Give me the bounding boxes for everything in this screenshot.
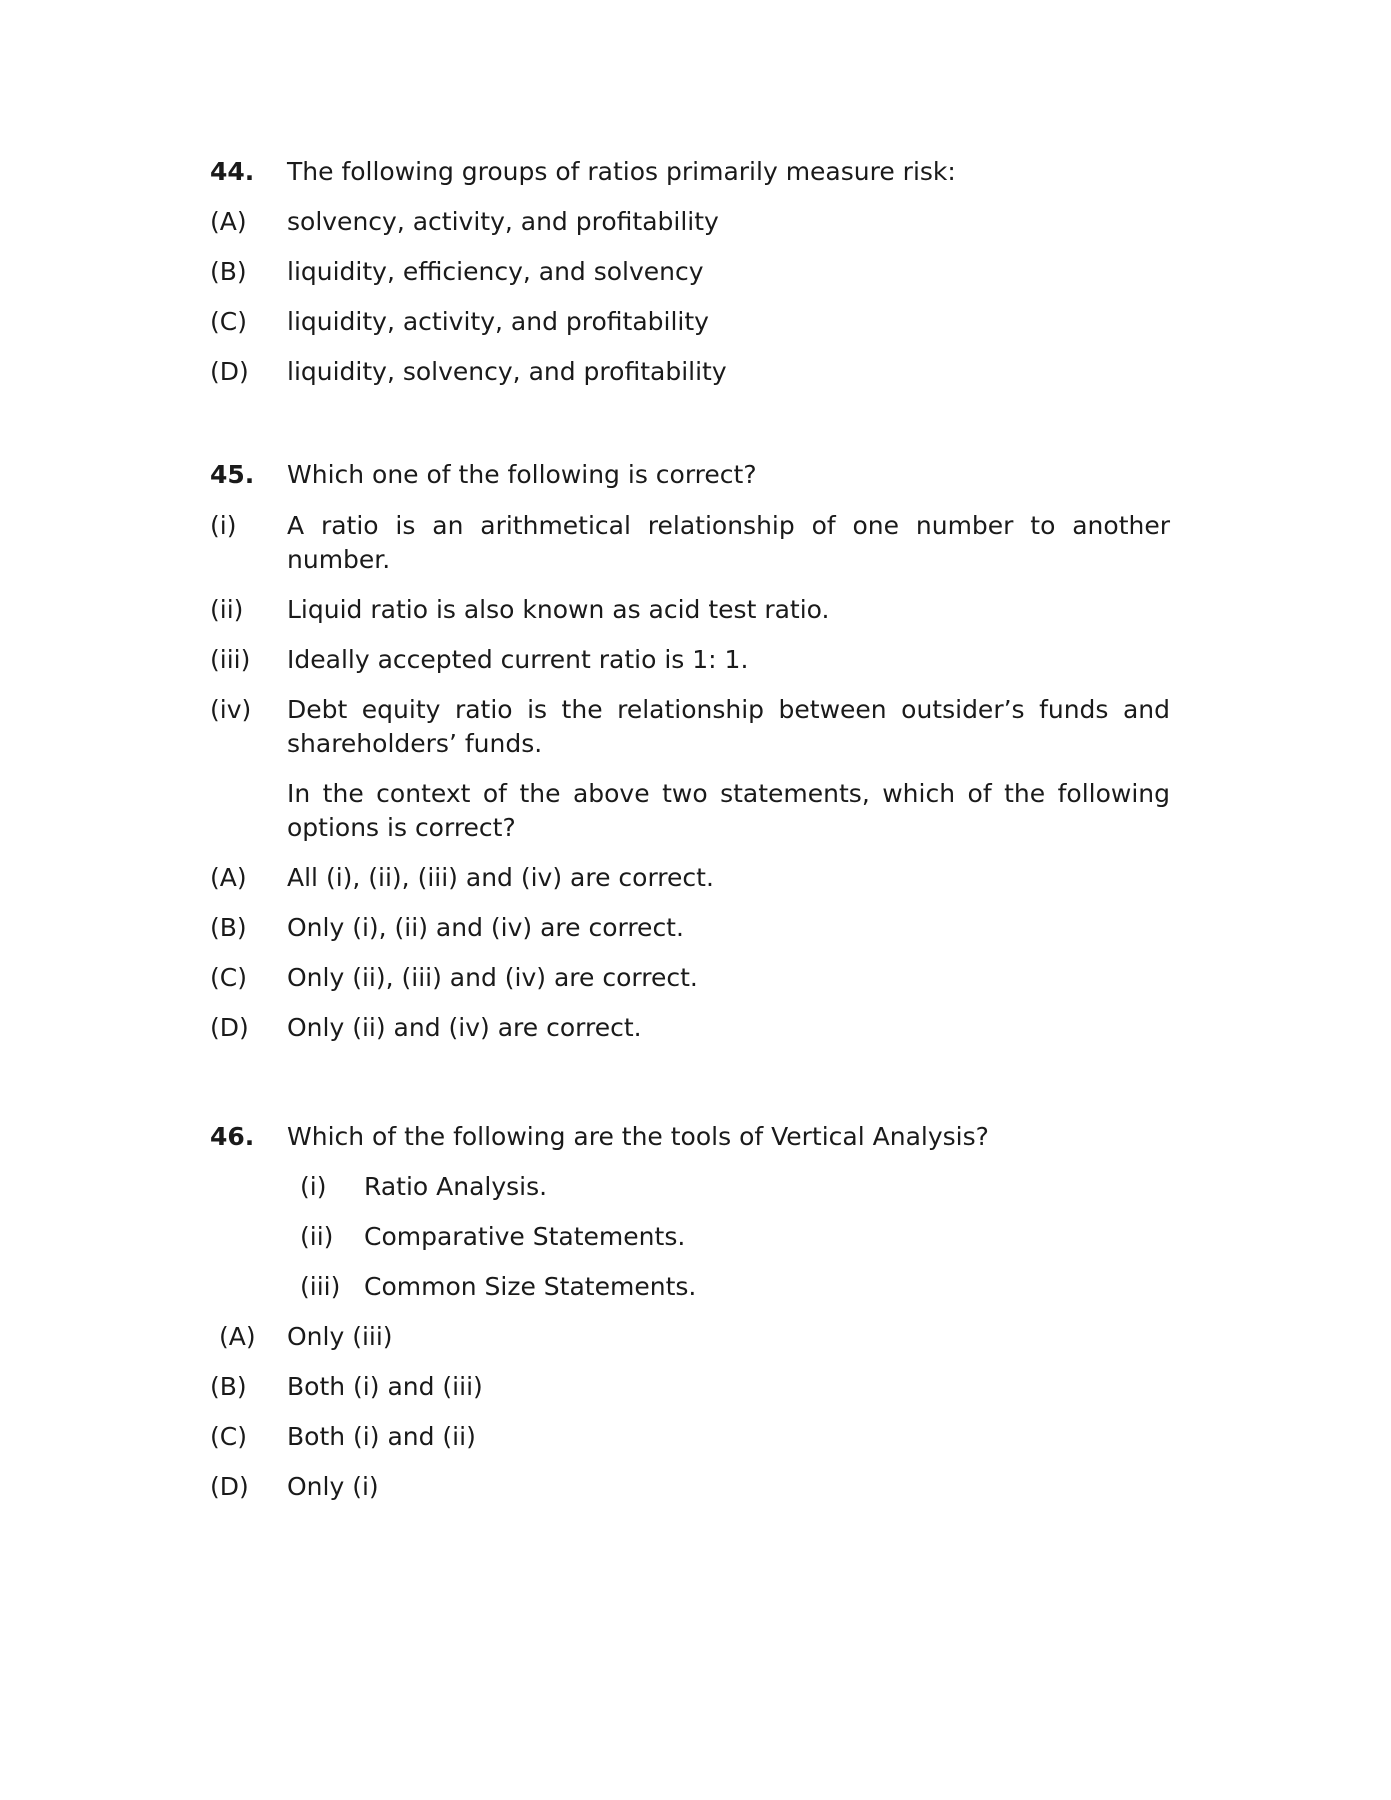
option-a	[210, 1320, 1170, 1354]
option-b	[210, 1370, 1170, 1404]
statement-label: (iii)	[210, 645, 251, 674]
option-c	[210, 305, 1170, 339]
option-text: Only (ii), (iii) and (iv) are correct.	[287, 963, 698, 992]
option-text: Only (i), (ii) and (iv) are correct.	[287, 913, 684, 942]
item-iii	[210, 1270, 1170, 1304]
item-i	[210, 1170, 1170, 1204]
item-label: (ii)	[300, 1222, 334, 1251]
question-text: Which of the following are the tools of Vertical Analysis?	[287, 1122, 989, 1151]
item-text: Ratio Analysis.	[364, 1172, 548, 1201]
question-number: 44.	[210, 157, 255, 186]
option-text: liquidity, solvency, and profitability	[287, 357, 727, 386]
option-text: liquidity, activity, and profitability	[287, 307, 709, 336]
item-label: (i)	[300, 1172, 327, 1201]
item-text: Common Size Statements.	[364, 1272, 697, 1301]
question-number: 45.	[210, 460, 255, 489]
option-label: (D)	[210, 1472, 249, 1501]
statement-label: (i)	[210, 511, 237, 540]
option-a	[210, 205, 1170, 239]
item-ii	[210, 1220, 1170, 1254]
option-d	[210, 1470, 1170, 1504]
option-label: (B)	[210, 1372, 247, 1401]
option-label: (B)	[210, 257, 247, 286]
item-label: (iii)	[300, 1272, 341, 1301]
question-44	[210, 155, 1170, 389]
option-label: (B)	[210, 913, 247, 942]
statement-text: Liquid ratio is also known as acid test ratio.	[287, 595, 830, 624]
option-text: liquidity, efficiency, and solvency	[287, 257, 704, 286]
question-46	[210, 1120, 1170, 1504]
option-text: Only (i)	[287, 1472, 379, 1501]
statement-iii	[210, 643, 1170, 677]
option-a	[210, 861, 1170, 895]
context-text: In the context of the above two statements, which of the following options is correct?	[287, 779, 1170, 842]
option-label: (D)	[210, 1013, 249, 1042]
statement-ii	[210, 593, 1170, 627]
statement-iv	[210, 693, 1170, 761]
option-label: (A)	[210, 207, 247, 236]
option-label: (D)	[210, 357, 249, 386]
option-c	[210, 961, 1170, 995]
statement-text: A ratio is an arithmetical relationship of one number to another number.	[287, 511, 1170, 574]
option-text: Both (i) and (iii)	[287, 1372, 483, 1401]
option-text: solvency, activity, and profitability	[287, 207, 719, 236]
question-number: 46.	[210, 1122, 255, 1151]
option-label: (C)	[210, 1422, 247, 1451]
statement-label: (iv)	[210, 695, 252, 724]
option-d	[210, 1011, 1170, 1045]
item-text: Comparative Statements.	[364, 1222, 686, 1251]
option-b	[210, 255, 1170, 289]
option-label: (C)	[210, 963, 247, 992]
question-text: Which one of the following is correct?	[287, 460, 757, 489]
option-b	[210, 911, 1170, 945]
option-text: All (i), (ii), (iii) and (iv) are correct.	[287, 863, 714, 892]
question-text: The following groups of ratios primarily measure risk:	[287, 157, 956, 186]
statement-label: (ii)	[210, 595, 244, 624]
question-stem	[210, 1120, 1170, 1154]
option-c	[210, 1420, 1170, 1454]
statement-i	[210, 509, 1170, 577]
question-stem	[210, 155, 1170, 189]
question-45	[210, 458, 1170, 1045]
option-text: Only (ii) and (iv) are correct.	[287, 1013, 642, 1042]
option-d	[210, 355, 1170, 389]
option-text: Both (i) and (ii)	[287, 1422, 476, 1451]
question-stem	[210, 458, 1170, 492]
option-label: (C)	[210, 307, 247, 336]
statement-text: Debt equity ratio is the relationship between outsider’s funds and shareholders’ funds.	[287, 695, 1170, 758]
option-text: Only (iii)	[287, 1322, 393, 1351]
option-label: (A)	[219, 1322, 256, 1351]
statement-text: Ideally accepted current ratio is 1: 1.	[287, 645, 749, 674]
option-label: (A)	[210, 863, 247, 892]
